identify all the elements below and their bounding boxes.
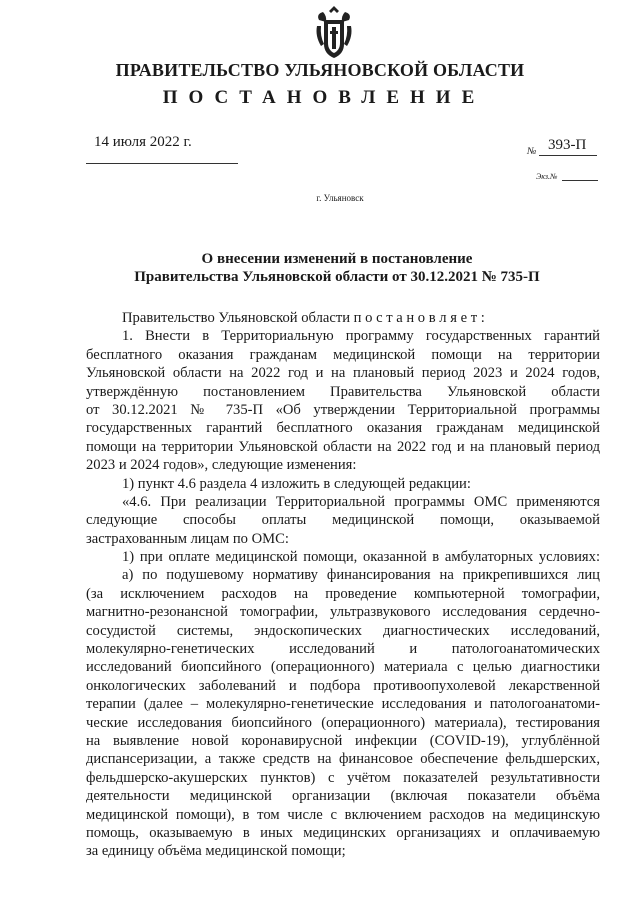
body-line: «4.6. При реализации Территориальной программы ОМС применяются <box>122 493 600 510</box>
body-line: фельдшерско-акушерских пунктов) с учётом показателей результативности <box>86 769 600 786</box>
government-name: ПРАВИТЕЛЬСТВО УЛЬЯНОВСКОЙ ОБЛАСТИ <box>115 60 525 80</box>
copy-number-label: Экз.№ <box>536 172 558 181</box>
body-line: сосудистой системы, эндоскопических диагностических исследований, <box>86 622 600 639</box>
body-line: от 30.12.2021 № 735-П «Об утверждении Территориальной программы <box>86 401 600 418</box>
document-date: 14 июля 2022 г. <box>94 134 192 150</box>
body-line: государственных гарантий бесплатного оказания гражданам медицинской <box>86 420 600 437</box>
body-line: застрахованным лицам по ОМС: <box>86 530 289 547</box>
city: г. Ульяновск <box>316 193 364 203</box>
document-title-line-2: Правительства Ульяновской области от 30.12.2021 № 735-П <box>134 269 540 285</box>
body-line: Правительство Ульяновской области п о с т а н о в л я е т : <box>122 310 485 326</box>
body-line: терапии (далее – молекулярно-генетические исследования и патологоанатоми- <box>86 696 600 713</box>
number-prefix: № <box>527 146 537 157</box>
body-line: ческие исследования биопсийного (операционного) материала), тестирования <box>86 714 600 731</box>
body-line: 2023 и 2024 годов», следующие изменения: <box>86 457 357 474</box>
copy-number-underline <box>562 180 598 181</box>
body-line: Ульяновской области на 2022 год и на плановый период 2023 и 2024 годов, <box>86 365 600 382</box>
body-line: следующие способы оплаты медицинской помощи, оказываемой <box>86 512 600 529</box>
number-underline <box>539 155 597 156</box>
body-line: деятельности медицинской организации (включая показатели объёма <box>86 788 600 805</box>
date-underline <box>86 163 238 164</box>
body-line: медицинской помощи), в том числе с включением расходов на медицинскую <box>86 806 600 823</box>
body-line: онкологических заболеваний и подбора противоопухолевой лекарственной <box>86 677 600 694</box>
body-line: (за исключением расходов на проведение компьютерной томографии, <box>86 585 600 602</box>
body-line: исследований биопсийного (операционного) материала с целью диагностики <box>86 659 600 676</box>
body-line: а) по подушевому нормативу финансирования на прикрепившихся лиц <box>122 567 600 584</box>
body-line: 1) при оплате медицинской помощи, оказанной в амбулаторных условиях: <box>122 549 600 566</box>
body-line: магнитно-резонансной томографии, ультразвукового исследования сердечно- <box>86 604 600 621</box>
document-title-line-1: О внесении изменений в постановление <box>201 251 473 267</box>
body-line: за единицу объёма медицинской помощи; <box>86 843 346 860</box>
body-line: помощи на территории Ульяновской области на 2022 год и на плановый период <box>86 438 600 455</box>
body-line: бесплатного оказания гражданам медицинской помощи на территории <box>86 346 600 363</box>
body-line: утверждённую постановлением Правительства Ульяновской области <box>86 383 600 400</box>
document-number: 393-П <box>548 137 587 153</box>
body-line: 1) пункт 4.6 раздела 4 изложить в следующей редакции: <box>122 475 471 492</box>
coat-of-arms-icon <box>313 4 355 60</box>
document-type: ПОСТАНОВЛЕНИЕ <box>162 87 486 108</box>
body-line: диспансеризации, а также средств на финансовое обеспечение фельдшерских, <box>86 751 600 768</box>
body-line: 1. Внести в Территориальную программу государственных гарантий <box>122 328 600 345</box>
body-line: помощь, оказываемую в иных медицинских организациях и оплачиваемую <box>86 824 600 841</box>
document-body <box>86 309 600 861</box>
body-line: на выявление новой коронавирусной инфекции (COVID-19), углублённой <box>86 732 600 749</box>
body-line: молекулярно-генетических исследований и патологоанатомических <box>86 641 600 658</box>
